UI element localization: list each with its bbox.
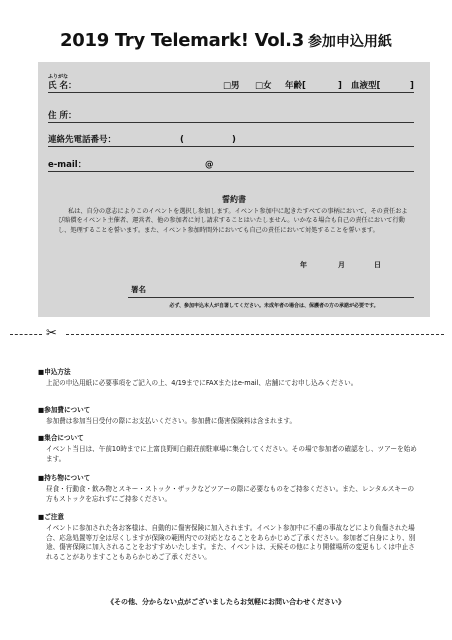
signature-label: 署名 — [131, 285, 146, 294]
section-fee — [38, 404, 420, 427]
month-label: 月 — [338, 261, 345, 269]
phone-row[interactable] — [48, 133, 414, 147]
application-form — [38, 62, 430, 317]
age-close: ] — [338, 81, 342, 91]
cut-line — [0, 327, 452, 341]
name-label: 氏 名： — [48, 81, 77, 91]
email-label: e-mail： — [48, 160, 87, 170]
blood-open: 血液型[ — [351, 81, 381, 91]
address-label: 住 所： — [48, 111, 77, 121]
email-row[interactable] — [48, 158, 414, 172]
section-apply — [38, 366, 420, 389]
pledge-title: 誓約書 — [222, 195, 246, 204]
closing-note: 《その他、分からない点がございましたらお気軽にお問い合わせください》 — [107, 598, 345, 606]
section-body: 上記の申込用紙に必要事項をご記入の上、4/19までにFAXまたはe-mail、店舗にてお申し込みください。 — [46, 379, 358, 387]
section-belongings — [38, 472, 420, 504]
phone-paren-close: ) — [232, 135, 236, 145]
furigana-label: ふりがな — [48, 74, 69, 80]
phone-paren-open: ( — [180, 135, 184, 145]
female-checkbox[interactable]: □女 — [255, 81, 272, 91]
age-open: 年齢[ — [285, 81, 306, 91]
page-title — [0, 30, 452, 51]
title-sub: 参加申込用紙 — [307, 34, 392, 50]
blood-close: ] — [410, 81, 414, 91]
pledge-text: 私は、自分の意志によりこのイベントを選択し参加します。イベント参加中に起きたすべての事柄において、その責任および賠償をイベント主催者、運営者、他の参加者に対し請求することはいたしません。いかなる場合も自己の責任において行動し、処理することを誓います。また、イベント参加時間外においても自己の責任において対処することを誓います。 — [58, 208, 408, 234]
male-checkbox[interactable]: □男 — [223, 81, 240, 91]
signature-line[interactable] — [128, 297, 414, 298]
name-row[interactable] — [48, 79, 414, 93]
section-heading: ■参加費について — [38, 406, 91, 414]
section-caution — [38, 511, 420, 562]
section-heading: ■申込方法 — [38, 368, 71, 376]
title-main: 2019 Try Telemark! Vol.3 — [60, 30, 304, 51]
section-meeting — [38, 432, 420, 464]
section-heading: ■集合について — [38, 434, 84, 442]
section-body: 参加費は参加当日受付の際にお支払いください。参加費に傷害保険料は含まれます。 — [46, 417, 297, 425]
cut-dash-right — [66, 334, 444, 335]
section-body: イベント当日は、午前10時までに上富良野町白銀荘前駐車場に集合してください。その場で参加者の確認をし、ツアーを始めます。 — [46, 445, 417, 463]
day-label: 日 — [374, 261, 381, 269]
section-body: 昼食・行動食・飲み物とスキー・ストック・ザックなどツアーの際に必要なものをご持参ください。また、レンタルスキーの方もストックを忘れずにご持参ください。 — [46, 485, 415, 503]
section-heading: ■ご注意 — [38, 513, 65, 521]
email-at: @ — [205, 160, 214, 170]
address-row[interactable] — [48, 109, 414, 123]
phone-label: 連絡先電話番号： — [48, 135, 117, 145]
section-body: イベントに参加された各お客様は、自動的に傷害保険に加入されます。イベント参加中に不慮の事故などにより負傷された場合、応急処置等万全は尽くしますが保険の範囲内での対応となることをあらかじめご了承ください。参加者ご自身により、別途、傷害保険に加入されることをおすすめいたします。また、イベントは、天候その他により開催場所の変更もしくは中止されることがありますこともあらかじめご了承ください。 — [46, 524, 416, 561]
year-label: 年 — [300, 261, 307, 269]
scissors-icon: ✂ — [46, 326, 57, 341]
signature-note: 必ず、参加申込本人が自署してください。未成年者の場合は、保護者の方の承諾が必要です。 — [169, 303, 379, 309]
cut-dash-left — [10, 334, 42, 335]
section-heading: ■持ち物について — [38, 474, 91, 482]
